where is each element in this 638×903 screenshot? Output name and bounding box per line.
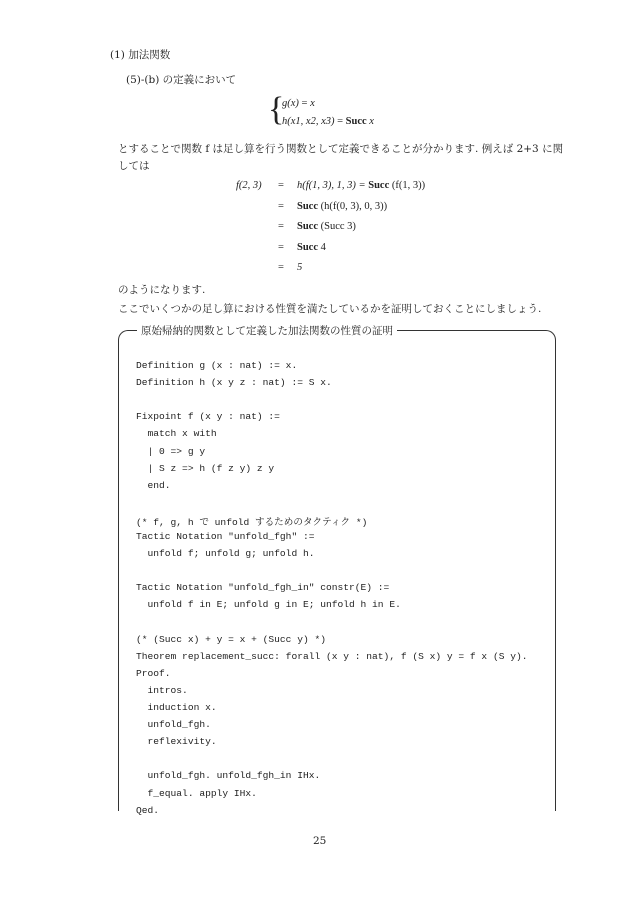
code-line: (* (Succ x) + y = x + (Succ y) *) [136,633,326,645]
paragraph-1-line-2: しては [118,160,150,172]
code-line: end. [136,479,171,491]
intro-line: (5)-(b) の定義において [126,74,237,86]
left-brace: { [268,91,285,128]
example-eq: = [278,200,284,212]
def2-rhs: x [369,116,374,127]
paragraph-1-line-1: とすることで関数 f は足し算を行う関数として定義できることが分かります. 例えば 2+3 に関 [118,143,564,155]
definition-line-2 [282,116,374,127]
example-eq: = [278,241,284,253]
example-rhs [297,242,326,253]
code-line: Tactic Notation "unfold_fgh" := [136,531,315,542]
code-line: induction x. [136,702,217,713]
example-rhs [297,180,425,191]
paragraph-3: ここでいくつかの足し算における性質を満たしているかを証明しておくことにしましょう. [118,303,542,315]
example-eq: = [278,262,284,273]
definition-line-1 [282,98,315,109]
def2-eq: = [337,116,344,127]
page-number: 25 [313,835,327,847]
example-rhs-pre: 5 [297,262,303,273]
example-rhs [297,221,356,232]
code-line: Definition h (x y z : nat) := S x. [136,377,332,389]
example-rhs-succ: Succ [297,200,318,212]
proof-box-title: 原始帰納的関数として定義した加法関数の性質の証明 [137,323,397,338]
code-line: unfold f in E; unfold g in E; unfold h in E. [136,599,401,611]
code-line: Definition g (x : nat) := x. [136,360,298,371]
code-line: f_equal. apply IHx. [136,787,257,799]
example-eq: = [278,221,284,232]
def2-lhs: h(x1, x2, x3) [282,116,335,127]
code-line: intros. [136,684,188,696]
code-line: Theorem replacement_succ: forall (x y : nat), f (S x) y = f x (S y). [136,650,528,662]
def2-succ: Succ [345,116,367,127]
code-line: (* f, g, h で unfold するためのタクティク *) [136,516,368,528]
code-line: match x with [136,428,217,440]
def1-eq: = [301,98,308,109]
example-rhs-post: (h(f(0, 3), 0, 3)) [318,200,388,212]
example-lhs: f(2, 3) [236,180,262,191]
example-rhs [297,262,302,273]
code-line: Proof. [136,667,171,679]
example-rhs-succ: Succ [297,221,318,232]
code-line: unfold_fgh. [136,719,211,731]
def1-lhs: g(x) [282,98,299,109]
example-rhs-post: (Succ 3) [318,221,356,232]
code-line: Fixpoint f (x y : nat) := [136,411,280,423]
paragraph-2: のようになります. [118,284,206,296]
code-line: unfold f; unfold g; unfold h. [136,548,315,560]
example-rhs-pre: h(f(1, 3), 1, 3) = [297,180,369,191]
code-line: | 0 => g y [136,445,206,457]
code-line: unfold_fgh. unfold_fgh_in IHx. [136,770,321,782]
def1-rhs: x [310,98,315,109]
code-line: reflexivity. [136,736,217,748]
code-line: Tactic Notation "unfold_fgh_in" constr(E) := [136,582,390,594]
example-rhs-post: 4 [318,241,326,253]
example-eq: = [278,180,284,191]
example-rhs [297,201,387,212]
code-line: | S z => h (f z y) z y [136,462,275,474]
example-rhs-succ: Succ [297,241,318,253]
section-heading: (1) 加法関数 [110,49,171,61]
code-line: Qed. [136,804,160,816]
example-rhs-post: (f(1, 3)) [389,180,426,191]
example-rhs-succ: Succ [368,180,390,191]
